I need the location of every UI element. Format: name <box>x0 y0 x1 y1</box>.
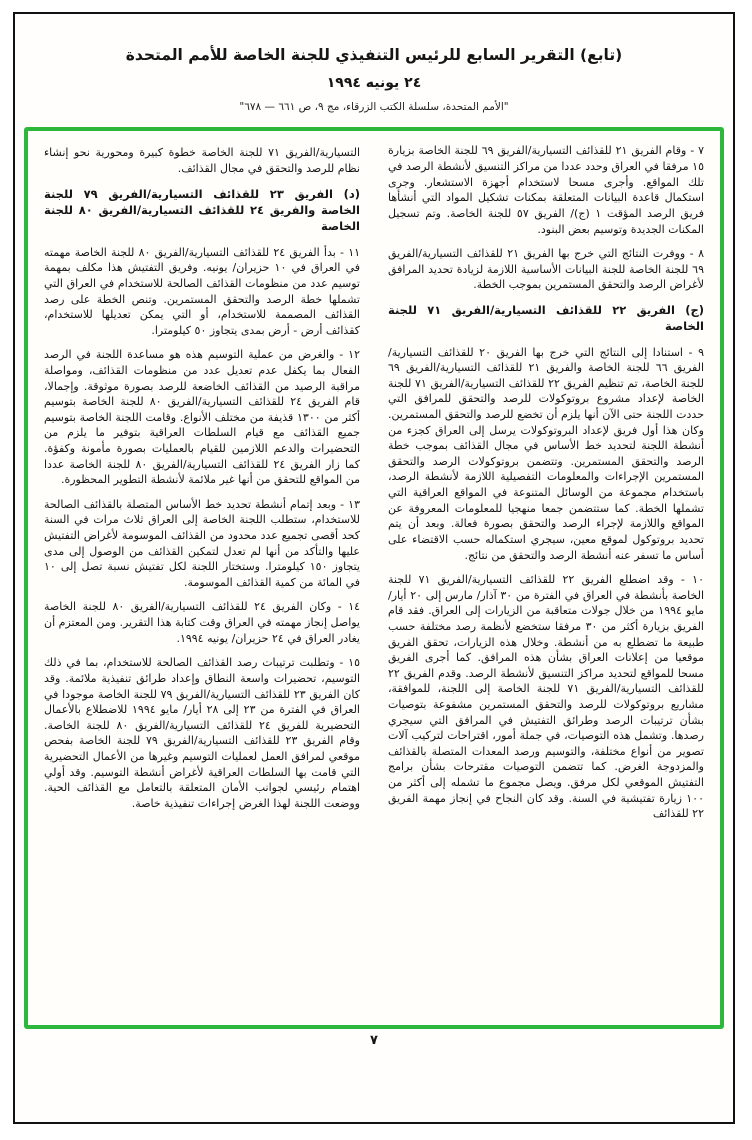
paragraph-9: ٩ - استنادا إلى النتائج التي خرج بها الفريق ٢٠ للقذائف التسيارية/الفريق ٦٦ للجنة الخاصة والفريق ٢١ للقذائف التسيارية/الفريق ٦٩ للجنة الخاصة، تم تنظيم الفريق ٢٢ للقذائف التسيارية/الفريق ٧١ للجنة الخاصة لإعداد مشروع بروتوكولات للرصد والتحقق للمرافق التي حددت اللجنة حتى الآن أنها يلزم أن تخضع للرصد والتحقق المستمرين. وكان هذا أول فريق لإعداد البروتوكولات يرسل إلى العراق كجزء من أنشطة اللجنة لتحديد خط الأساس في مجال القذائف بموجب خطة الرصد والتحقق المستمرين. وتتضمن بروتوكولات الرصد والتحقق المستمرين الإجراءات والمعلومات التفصيلية اللازمة لأنشطة الرصد، باستخدام مجموعة من الوسائل المتنوعة في المواقع العراقية التي تشملها الخطة. كما ستتضمن جمعا منهجيا للمعلومات المعروفة عن المواقع واللازمة لإجراء الرصد والتحقق بصورة فعالة. وبعد أن يتم تحديد بروتوكول لموقع معين، سيجري استكماله حسب الاقتضاء على أساس ما تسفر عنه أنشطة الرصد والتحقق من نتائج. <box>388 345 704 562</box>
section-heading-dal: (د) الفريق ٢٣ للقذائف التسيارية/الفريق ٧٩ للجنة الخاصة والفريق ٢٤ للقذائف التسيارية/الفريق ٨٠ للجنة الخاصة <box>44 186 360 234</box>
two-column-layout <box>44 143 704 1015</box>
paragraph-15: ١٥ - وتطلبت ترتيبات رصد القذائف الصالحة للاستخدام، بما في ذلك التوسيم، تحضيرات واسعة النطاق وإعداد طرائق تنفيذية ملائمة. وقد كان الفريق ٢٣ للقذائف التسيارية/الفريق ٧٩ للجنة الخاصة موجودا في العراق في الفترة من ٢٣ إلى ٢٨ أيار/ مايو ١٩٩٤ للاضطلاع بالأعمال التحضيرية للفريق ٢٤ للقذائف التسيارية/الفريق ٨٠ للجنة الخاصة. وقام الفريق ٢٣ للقذائف التسيارية/الفريق ٧٩ للجنة الخاصة بفحص موقعي لمرافق العمل لعمليات التوسيم وغيرها من الأعمال التحضيرية التي قامت بها السلطات العراقية لأغراض أنشطة التوسيم. وقد أولي اهتمام رئيسي لجوانب الأمان المتعلقة بالتعامل مع القذائف الحية. ووضعت اللجنة لهذا الغرض إجراءات تنفيذية خاصة. <box>44 656 360 810</box>
document-header <box>15 14 733 113</box>
document-date: ٢٤ يونيه ١٩٩٤ <box>326 75 422 92</box>
paragraph-11: ١١ - بدأ الفريق ٢٤ للقذائف التسيارية/الفريق ٨٠ للجنة الخاصة مهمته في العراق في ١٠ حزيران/ يونيه. وفريق التفتيش هذا مكلف بمهمة توسيم عدد من منظومات القذائف الصالحة للاستخدام في العراق التي تشملها خطة الرصد والتحقق المستمرين. وتنص الخطة على رصد القذائف المصممة للاستخدام، أو التي يمكن تعديلها للاستخدام، كقذائف أرض - أرض بمدى يتجاوز ٥٠ كيلومترا. <box>44 245 360 337</box>
paragraph-10-continuation: التسيارية/الفريق ٧١ للجنة الخاصة خطوة كبيرة ومحورية نحو إنشاء نظام للرصد والتحقق في مجال القذائف. <box>44 146 360 176</box>
source-citation: "الأمم المتحدة، سلسلة الكتب الزرقاء، مج ٩، ص ٦٦١ — ٦٧٨" <box>239 101 509 114</box>
paragraph-8: ٨ - ووفرت النتائج التي خرج بها الفريق ٢١ للقذائف التسيارية/الفريق ٦٩ للجنة الخاصة للجنة البيانات الأساسية اللازمة لزيادة تحديد المرافق لأغراض الرصد والتحقق المستمرين بموجب الخطة. <box>388 247 704 292</box>
page-number: ٧ <box>370 1033 378 1048</box>
section-heading-jim: (ج) الفريق ٢٢ للقذائف التسيارية/الفريق ٧١ للجنة الخاصة <box>388 302 704 334</box>
paragraph-10: ١٠ - وقد اضطلع الفريق ٢٢ للقذائف التسيارية/الفريق ٧١ للجنة الخاصة بأنشطة في العراق في الفترة من ٣٠ آذار/ مارس إلى ٢٠ أيار/ مايو ١٩٩٤ من خلال جولات متعاقبة من الزيارات إلى العراق. فقد قام الفريق بزيارة أكثر من ٣٠ مرفقا ستخضع لأنظمة رصد مختلفة حسب طبيعة ما تضطلع به من أنشطة. وخلال هذه الزيارات، تحقق الفريق موقعيا من إعلانات العراق بشأن هذه المرافق. كما أجرى الفريق مسحا للمواقع لتحديد مراكز التنسيق لأنشطة الرصد. وقدم الفريق ٢٢ للقذائف التسيارية/الفريق ٧١ للجنة الخاصة إلى اللجنة، للموافقة، مشاريع بروتوكولات للرصد والتحقق المستمرين مشفوعة بتوصيات بشأن ترتيبات الرصد وطرائق التفتيش في المرافق التي سيجري رصدها. وتشمل هذه التوصيات، في جملة أمور، اقتراحات لتركيب آلات تصوير من أنواع مختلفة، والتوسيم ورصد المعدات المتصلة بالقذائف والمزدوجة الغرض. كما تتضمن التوصيات مقترحات بشأن برامج التفتيش الموقعي لكل مرفق. ويصل مجموع ما تشمله إلى أكثر من ١٠٠ زيارة تفتيشية في السنة. وقد كان النجاح في إنجاز مهمة الفريق ٢٢ للقذائف <box>388 573 704 821</box>
document-title: (تابع) التقرير السابع للرئيس التنفيذي للجنة الخاصة للأمم المتحدة <box>125 46 623 64</box>
column-right <box>388 143 704 1015</box>
column-left <box>44 143 360 1015</box>
content-frame <box>24 127 724 1029</box>
paragraph-14: ١٤ - وكان الفريق ٢٤ للقذائف التسيارية/الفريق ٨٠ للجنة الخاصة يواصل إنجاز مهمته في العراق وقت كتابة هذا التقرير. ومن المعتزم أن يغادر العراق في ٢٤ حزيران/ يونيه ١٩٩٤. <box>44 600 360 645</box>
document-page <box>13 12 735 1124</box>
paragraph-13: ١٣ - وبعد إتمام أنشطة تحديد خط الأساس المتصلة بالقذائف الصالحة للاستخدام، ستطلب اللجنة الخاصة إلى العراق ثلاث مرات في السنة كحد أقصى تجميع عدد محدود من القذائف الموسومة لأغراض التفتيش عليها والتأكد من أنها لم تعدل لتمكين القذائف من الوصول إلى مدى يتجاوز ١٥٠ كيلومترا. وستختار اللجنة لكل تفتيش نسبة تصل إلى ١٠ في المائة من كمية القذائف الموسومة. <box>44 497 360 589</box>
paragraph-12: ١٢ - والغرض من عملية التوسيم هذه هو مساعدة اللجنة في الرصد الفعال بما يكفل عدم تعديل عدد من منظومات القذائف، ومواصلة مراقبة الرصيد من القذائف الخاضعة للرصد بصورة موثوقة. وإجمالا، قام الفريق ٢٤ للقذائف التسيارية/الفريق ٨٠ للجنة الخاصة بتوسيم أكثر من ١٣٠٠ قذيفة من مختلف الأنواع. وقامت اللجنة الخاصة بتوسيم جميع القذائف مع قيام السلطات العراقية بتوفير ما يلزم من التحضيرات والدعم اللازمين للقيام بالعمليات بصورة مأمونة وكفؤة. كما زار الفريق ٢٤ للقذائف التسيارية/الفريق ٨٠ للجنة الخاصة عددا من المواقع للتحقق من أنها غير ملائمة لأنشطة التطوير المحظورة. <box>44 348 360 487</box>
paragraph-7: ٧ - وقام الفريق ٢١ للقذائف التسيارية/الفريق ٦٩ للجنة الخاصة بزيارة ١٥ مرفقا في العراق وحدد عددا من مراكز التنسيق لأنشطة الرصد في تلك المواقع. وأجرى مسحا لاستخدام أجهزة الاستشعار. وجرى استكمال قاعدة البيانات المتعلقة بمكنات تشكيل المواد التي أنشأها فريق الرصد المؤقت ١ (ج)/ الفريق ٥٧ للجنة الخاصة. وتم تسجيل المكنات الجديدة وتوسيم بعض البنود. <box>388 144 704 236</box>
